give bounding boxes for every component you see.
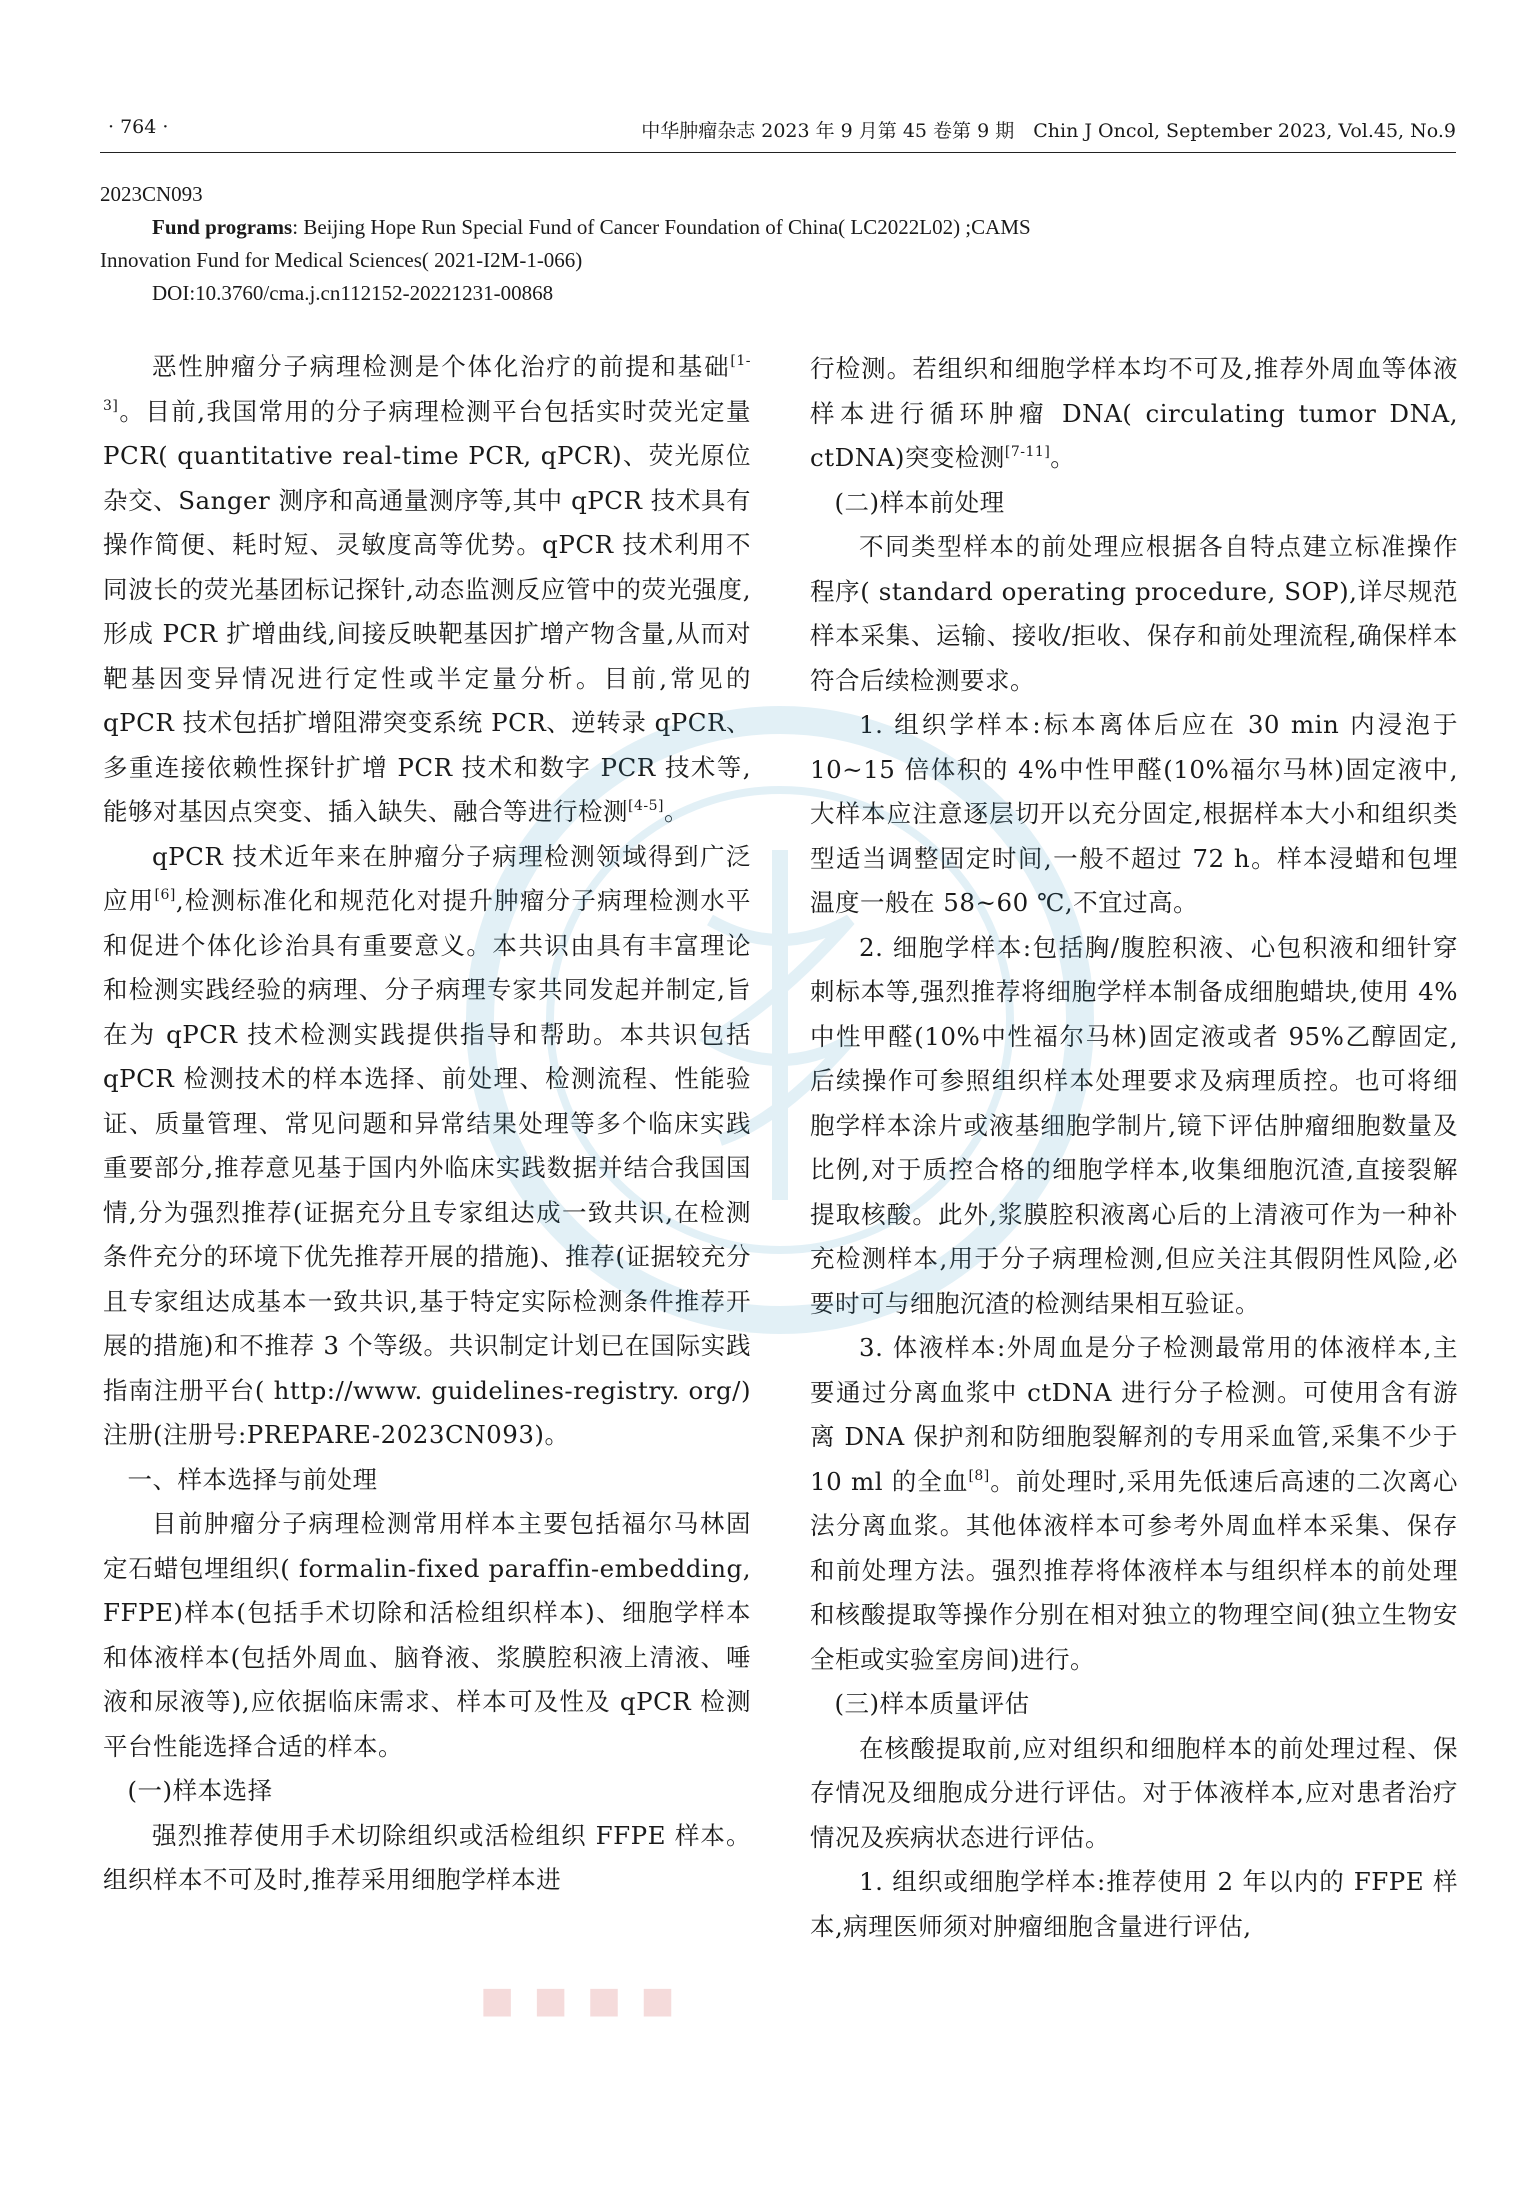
fund-label: Fund programs [152,215,293,239]
subsection-heading: (二)样本前处理 [834,487,1005,517]
subsection-heading: (三)样本质量评估 [834,1689,1030,1718]
paragraph-pretreatment: 不同类型样本的前处理应根据各自特点建立标准操作程序( standard operating procedure, SOP),详尽规范样本采集、运输、接收/拒收、保存和前处理流程,确保样本符合后续检测要求。 [810,532,1458,695]
citation: [4-5] [628,798,664,815]
journal-citation: 中华肿瘤杂志 2023 年 9 月第 45 卷第 9 期 Chin J Oncol, September 2023, Vol.45, No.9 [641,120,1456,142]
paragraph-continued: 行检测。若组织和细胞学样本均不可及,推荐外周血等体液样本进行循环肿瘤 DNA( circulating tumor DNA, ctDNA)突变检测[7-11]。 [810,354,1458,472]
citation: [7-11] [1004,444,1051,461]
registration-id: 2023CN093 [100,182,203,206]
paragraph-sample-selection: 强烈推荐使用手术切除组织或活检组织 FFPE 样本。组织样本不可及时,推荐采用细胞学样本进 [103,1820,751,1894]
subsection-heading: (一)样本选择 [127,1776,273,1805]
article-metadata [100,178,1456,310]
fund-text-continued: Innovation Fund for Medical Sciences( 2021-I2M-1-066) [100,248,583,272]
doi: DOI:10.3760/cma.j.cn112152-20221231-00868 [152,281,554,305]
section-heading: 一、样本选择与前处理 [127,1464,378,1494]
paragraph-tissue: 1. 组织学样本:标本离体后应在 30 min 内浸泡于 10~15 倍体积的 4%中性甲醛(10%福尔马林)固定液中,大样本应注意逐层切开以充分固定,根据样本大小和组织类型适当调整固定时间,一般不超过 72 h。样本浸蜡和包埋温度一般在 58~60 ℃,不宜过高。 [810,710,1458,917]
right-column [810,347,1458,1949]
citation: [6] [154,887,176,904]
running-header [100,112,1456,153]
paragraph-body-fluid: 3. 体液样本:外周血是分子检测最常用的体液样本,主要通过分离血浆中 ctDNA 进行分子检测。可使用含有游离 DNA 保护剂和防细胞裂解剂的专用采血管,采集不少于 10 ml 的全血[8]。前处理时,采用先低速后高速的二次离心法分离血浆。其他体液样本可参考外周血样本采集、保存和前处理方法。强烈推荐将体液样本与组织样本的前处理和核酸提取等操作分别在相对独立的物理空间(独立生物安全柜或实验室房间)进行。 [810,1333,1458,1674]
paragraph-samples: 目前肿瘤分子病理检测常用样本主要包括福尔马林固定石蜡包埋组织( formalin-fixed paraffin-embedding, FFPE)样本(包括手术切除和活检组织样本)、细胞学样本和体液样本(包括外周血、脑脊液、浆膜腔积液上清液、唾液和尿液等),应依据临床需求、样本可及性及 qPCR 检测平台性能选择合适的样本。 [103,1509,751,1761]
paragraph-quality: 在核酸提取前,应对组织和细胞样本的前处理过程、保存情况及细胞成分进行评估。对于体液样本,应对患者治疗情况及疾病状态进行评估。 [810,1733,1458,1852]
paragraph-cytology: 2. 细胞学样本:包括胸/腹腔积液、心包积液和细针穿刺标本等,强烈推荐将细胞学样本制备成细胞蜡块,使用 4%中性甲醛(10%中性福尔马林)固定液或者 95%乙醇固定,后续操作可参照组织样本处理要求及病理质控。也可将细胞学样本涂片或液基细胞学制片,镜下评估肿瘤细胞数量及比例,对于质控合格的细胞学样本,收集细胞沉渣,直接裂解提取核酸。此外,浆膜腔积液离心后的上清液可作为一种补充检测样本,用于分子病理检测,但应关注其假阴性风险,必要时可与细胞沉渣的检测结果相互验证。 [810,932,1458,1318]
page-number: · 764 · [108,116,169,138]
fund-text: : Beijing Hope Run Special Fund of Cancer Foundation of China( LC2022L02) ;CAMS [292,215,1031,239]
citation: [8] [968,1467,990,1484]
paragraph-consensus: qPCR 技术近年来在肿瘤分子病理检测领域得到广泛应用[6],检测标准化和规范化对提升肿瘤分子病理检测水平和促进个体化诊治具有重要意义。本共识由具有丰富理论和检测实践经验的病理、分子病理专家共同发起并制定,旨在为 qPCR 技术检测实践提供指导和帮助。本共识包括 qPCR 检测技术的样本选择、前处理、检测流程、性能验证、质量管理、常见问题和异常结果处理等多个临床实践重要部分,推荐意见基于国内外临床实践数据并结合我国国情,分为强烈推荐(证据充分且专家组达成一致共识,在检测条件充分的环境下优先推荐开展的措施)、推荐(证据较充分且专家组达成基本一致共识,基于特定实际检测条件推荐开展的措施)和不推荐 3 个等级。共识制定计划已在国际实践指南注册平台( http://www. guidelines-registry. org/) 注册(注册号:PREPARE-2023CN093)。 [103,841,751,1449]
watermark-publisher: ■ ■ ■ ■ [480,1980,679,2021]
left-column [103,345,751,1903]
citation: [1-3] [103,353,751,414]
paragraph-tissue-quality: 1. 组织或细胞学样本:推荐使用 2 年以内的 FFPE 样本,病理医师须对肿瘤细胞含量进行评估, [810,1867,1458,1941]
fund-programs [100,211,1456,244]
paragraph-intro: 恶性肿瘤分子病理检测是个体化治疗的前提和基础[1-3]。目前,我国常用的分子病理检测平台包括实时荧光定量 PCR( quantitative real-time PCR, qPCR)、荧光原位杂交、Sanger 测序和高通量测序等,其中 qPCR 技术具有操作简便、耗时短、灵敏度高等优势。qPCR 技术利用不同波长的荧光基团标记探针,动态监测反应管中的荧光强度,形成 PCR 扩增曲线,间接反映靶基因扩增产物含量,从而对靶基因变异情况进行定性或半定量分析。目前,常见的 qPCR 技术包括扩增阻滞突变系统 PCR、逆转录 qPCR、多重连接依赖性探针扩增 PCR 技术和数字 PCR 技术等,能够对基因点突变、插入缺失、融合等进行检测[4-5]。 [103,352,751,826]
